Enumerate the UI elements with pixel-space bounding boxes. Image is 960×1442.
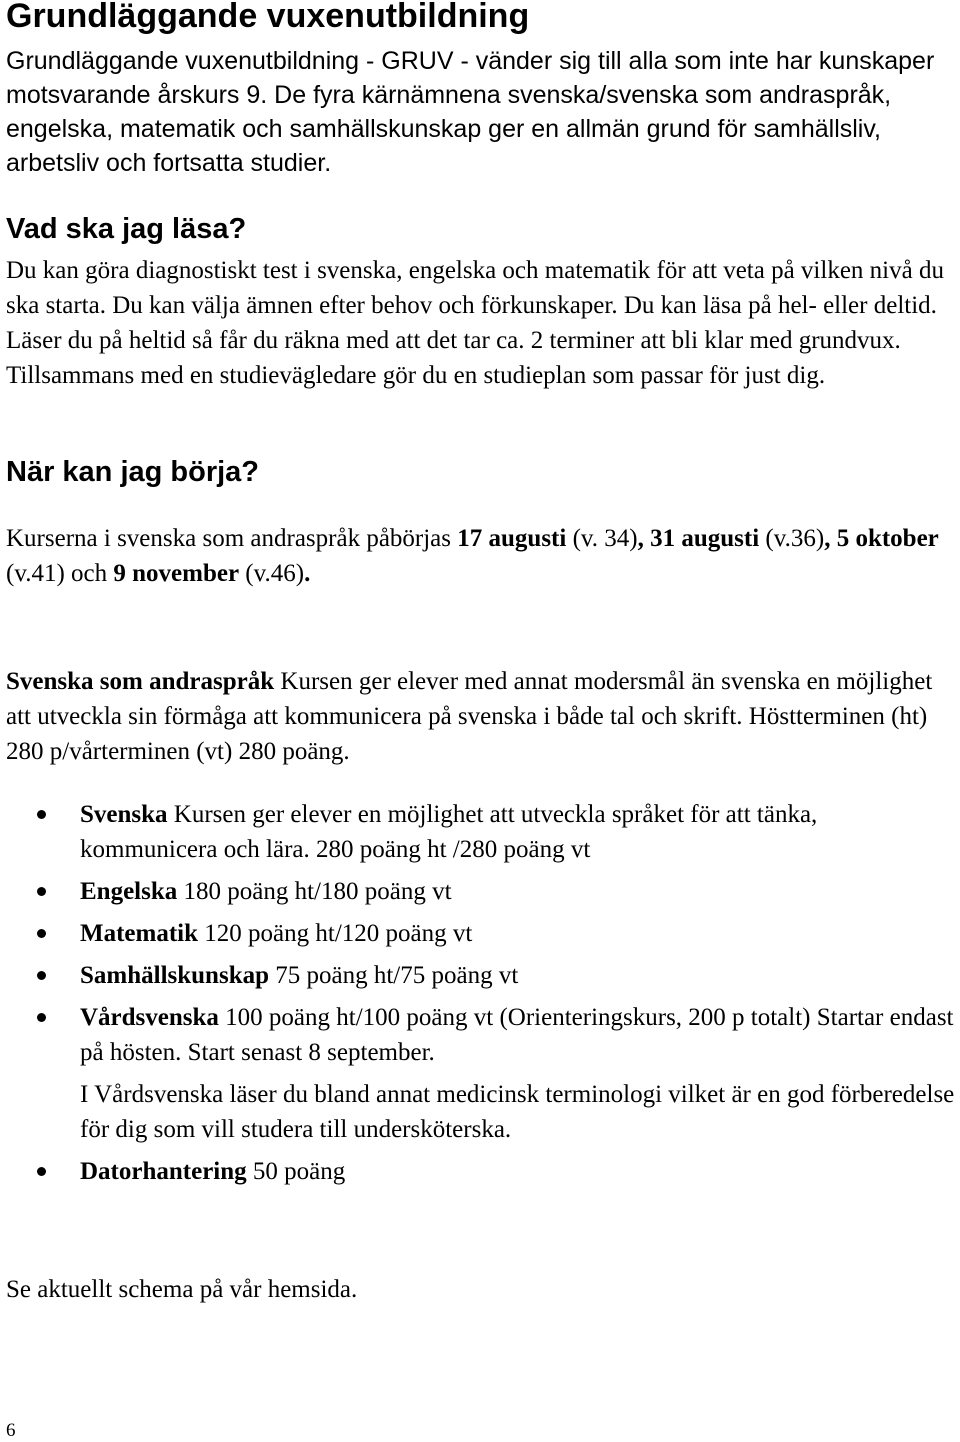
start-date-3: 5 oktober bbox=[836, 525, 939, 552]
start-week-1: (v. 34) bbox=[566, 525, 638, 552]
course-name: Datorhantering bbox=[80, 1158, 247, 1185]
start-date-1: 17 augusti bbox=[457, 525, 567, 552]
sfa-description: Kursen ger elever med annat modersmål än svenska en möjlighet att utveckla sin förmåga att kommunicera på svenska i både tal och skrift. Höstterminen (ht) 280 p/vårterminen (vt) 280 poäng. bbox=[6, 668, 933, 765]
what-to-study-paragraph: Du kan göra diagnostiskt test i svenska, engelska och matematik för att veta på vilken nivå du ska starta. Du kan välja ämnen efter behov och förkunskaper. Du kan läsa på hel- eller deltid. Läser du på heltid så får du räkna med att det tar ca. 2 terminer att bli klar med grundvux. Tillsammans med en studievägledare gör du en studieplan som passar för just dig. bbox=[6, 257, 944, 389]
list-item-matematik bbox=[0, 916, 960, 951]
course-name: Svenska bbox=[80, 801, 168, 828]
course-name: Samhällskunskap bbox=[80, 962, 270, 989]
schedule-note: Se aktuellt schema på vår hemsida. bbox=[6, 1276, 358, 1303]
list-item-datorhantering bbox=[0, 1154, 960, 1189]
date-separator-1: , bbox=[637, 525, 651, 552]
course-description: 75 poäng ht/75 poäng vt bbox=[269, 962, 519, 989]
bullet-icon bbox=[37, 1013, 46, 1022]
date-separator-2: , bbox=[824, 525, 837, 552]
bullet-icon bbox=[37, 929, 46, 938]
list-item-engelska bbox=[0, 874, 960, 909]
bullet-icon bbox=[37, 810, 46, 819]
bullet-icon bbox=[37, 887, 46, 896]
sfa-course-name: Svenska som andraspråk bbox=[6, 668, 275, 695]
course-name: Matematik bbox=[80, 920, 199, 947]
page-title: Grundläggande vuxenutbildning bbox=[6, 0, 530, 35]
start-week-3: (v.41) och bbox=[6, 560, 114, 587]
course-list bbox=[0, 797, 960, 1196]
course-extra-note: I Vårdsvenska läser du bland annat medicinsk terminologi vilket är en god förberedelse för dig som vill studera till undersköterska. bbox=[80, 1081, 955, 1143]
bullet-icon bbox=[37, 1167, 46, 1176]
start-date-4: 9 november bbox=[113, 560, 240, 587]
course-description: 120 poäng ht/120 poäng vt bbox=[198, 920, 473, 947]
start-dates-intro: Kurserna i svenska som andraspråk påbörjas bbox=[6, 525, 458, 552]
intro-paragraph: Grundläggande vuxenutbildning - GRUV - vänder sig till alla som inte har kunskaper motsvarande årskurs 9. De fyra kärnämnena svenska/svenska som andraspråk, engelska, matematik och samhällskunskap ger en allmän grund för samhällsliv, arbetsliv och fortsatta studier. bbox=[6, 47, 935, 177]
course-description: Kursen ger elever en möjlighet att utveckla språket för att tänka, kommunicera och lära. 280 poäng ht /280 poäng vt bbox=[80, 801, 818, 863]
course-description: 100 poäng ht/100 poäng vt (Orienteringskurs, 200 p totalt) Startar endast på hösten. Start senast 8 september. bbox=[80, 1004, 954, 1066]
list-item-svenska bbox=[0, 797, 960, 867]
sentence-end: . bbox=[304, 560, 311, 587]
course-name: Vårdsvenska bbox=[80, 1004, 219, 1031]
list-item-samhallskunskap bbox=[0, 958, 960, 993]
start-date-2: 31 augusti bbox=[650, 525, 760, 552]
sfa-paragraph bbox=[6, 664, 956, 769]
start-dates-paragraph bbox=[6, 521, 956, 591]
bullet-icon bbox=[37, 971, 46, 980]
section-heading-when-to-start: När kan jag börja? bbox=[6, 456, 260, 488]
list-item-vardsvenska bbox=[0, 1000, 960, 1147]
page-number: 6 bbox=[6, 1420, 16, 1441]
start-week-2: (v.36) bbox=[759, 525, 825, 552]
course-description: 50 poäng bbox=[246, 1158, 346, 1185]
start-week-4: (v.46) bbox=[239, 560, 305, 587]
course-name: Engelska bbox=[80, 878, 178, 905]
course-description: 180 poäng ht/180 poäng vt bbox=[177, 878, 452, 905]
section-heading-what-to-study: Vad ska jag läsa? bbox=[6, 213, 247, 245]
